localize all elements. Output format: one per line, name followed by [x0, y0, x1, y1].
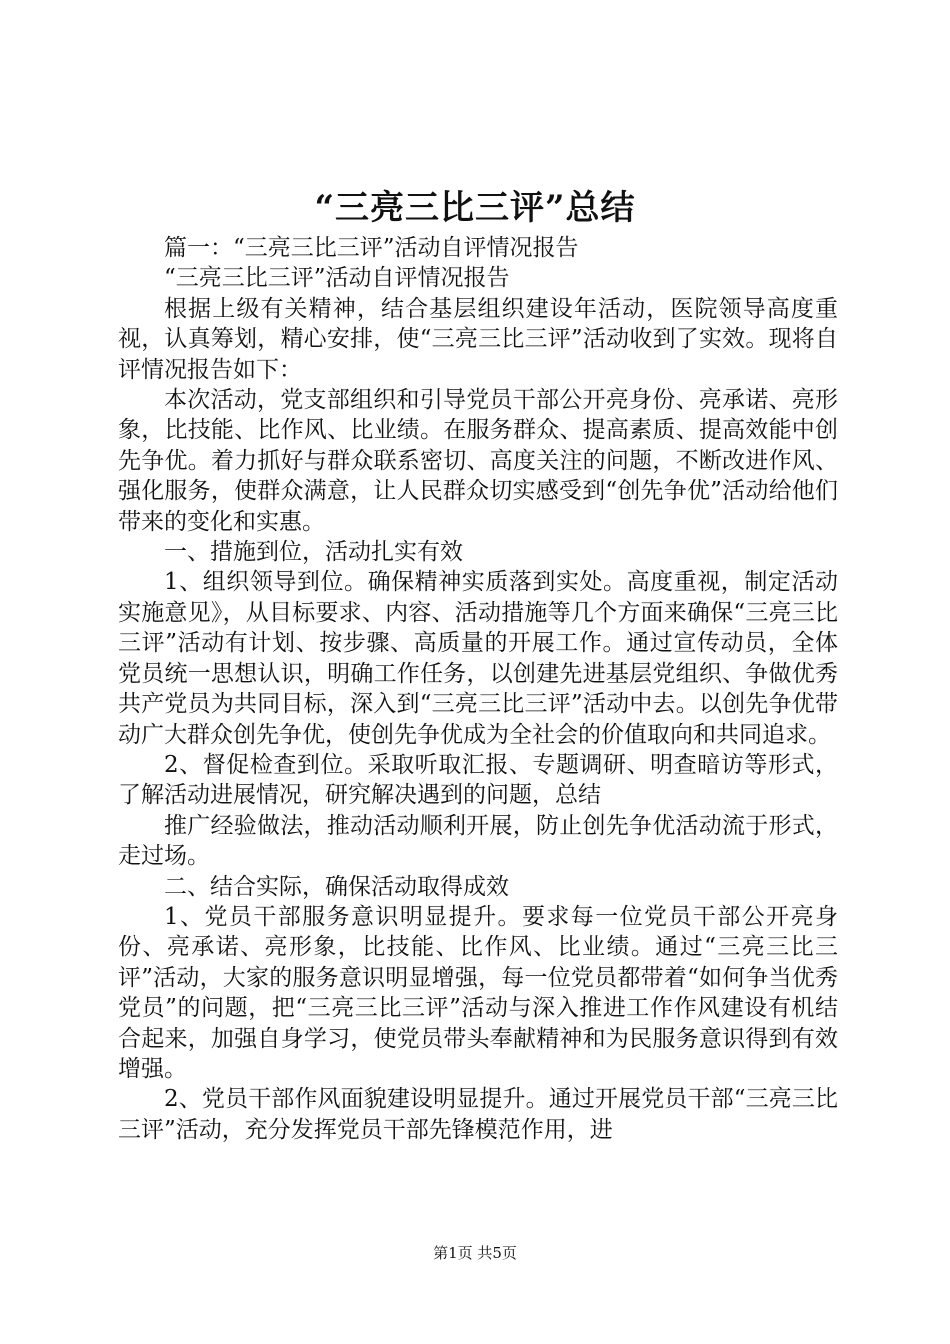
- report-heading: “三亮三比三评”活动自评情况报告: [164, 265, 510, 292]
- body-paragraph: 推广经验做法，推动活动顺利开展，防止创先争优活动流于形式，走过场。: [118, 812, 838, 870]
- body-paragraph: 2、督促检查到位。采取听取汇报、专题调研、明查暗访等形式，了解活动进展情况，研究解决遇到的问题，总结: [118, 751, 838, 809]
- body-paragraph: 根据上级有关精神，结合基层组织建设年活动，医院领导高度重视，认真筹划，精心安排，使“三亮三比三评”活动收到了实效。现将自评情况报告如下：: [118, 295, 838, 383]
- body-paragraph: 1、组织领导到位。确保精神实质落到实处。高度重视，制定活动实施意见》，从目标要求、内容、活动措施等几个方面来确保“三亮三比三评”活动有计划、按步骤、高质量的开展工作。通过宣传动员，全体党员统一思想认识，明确工作任务，以创建先进基层党组织、争做优秀共产党员为共同目标，深入到“三亮三比三评”活动中去。以创先争优带动广大群众创先争优，使创先争优成为全社会的价值取向和共同追求。: [118, 569, 838, 748]
- body-paragraph: 本次活动，党支部组织和引导党员干部公开亮身份、亮承诺、亮形象，比技能、比作风、比业绩。在服务群众、提高素质、提高效能中创先争优。着力抓好与群众联系密切、高度关注的问题，不断改进作风、强化服务，使群众满意，让人民群众切实感受到“创先争优”活动给他们带来的变化和实惠。: [118, 387, 838, 535]
- page-footer: 第1页 共5页: [433, 1244, 517, 1262]
- document-body: [118, 233, 838, 1145]
- subsection-heading: 一、措施到位，活动扎实有效: [164, 539, 463, 566]
- subsection-heading: 二、结合实际，确保活动取得成效: [164, 873, 509, 900]
- document-title: “三亮三比三评”总结: [314, 188, 636, 228]
- body-paragraph: 1、党员干部服务意识明显提升。要求每一位党员干部公开亮身份、亮承诺、亮形象，比技能、比作风、比业绩。通过“三亮三比三评”活动，大家的服务意识明显增强，每一位党员都带着“如何争当优秀党员”的问题，把“三亮三比三评”活动与深入推进工作作风建设有机结合起来，加强自身学习，使党员带头奉献精神和为民服务意识得到有效增强。: [118, 903, 838, 1082]
- section-heading: 篇一：“三亮三比三评”活动自评情况报告: [164, 235, 579, 261]
- body-paragraph: 2、党员干部作风面貌建设明显提升。通过开展党员干部“三亮三比三评”活动，充分发挥党员干部先锋模范作用，进: [118, 1086, 838, 1143]
